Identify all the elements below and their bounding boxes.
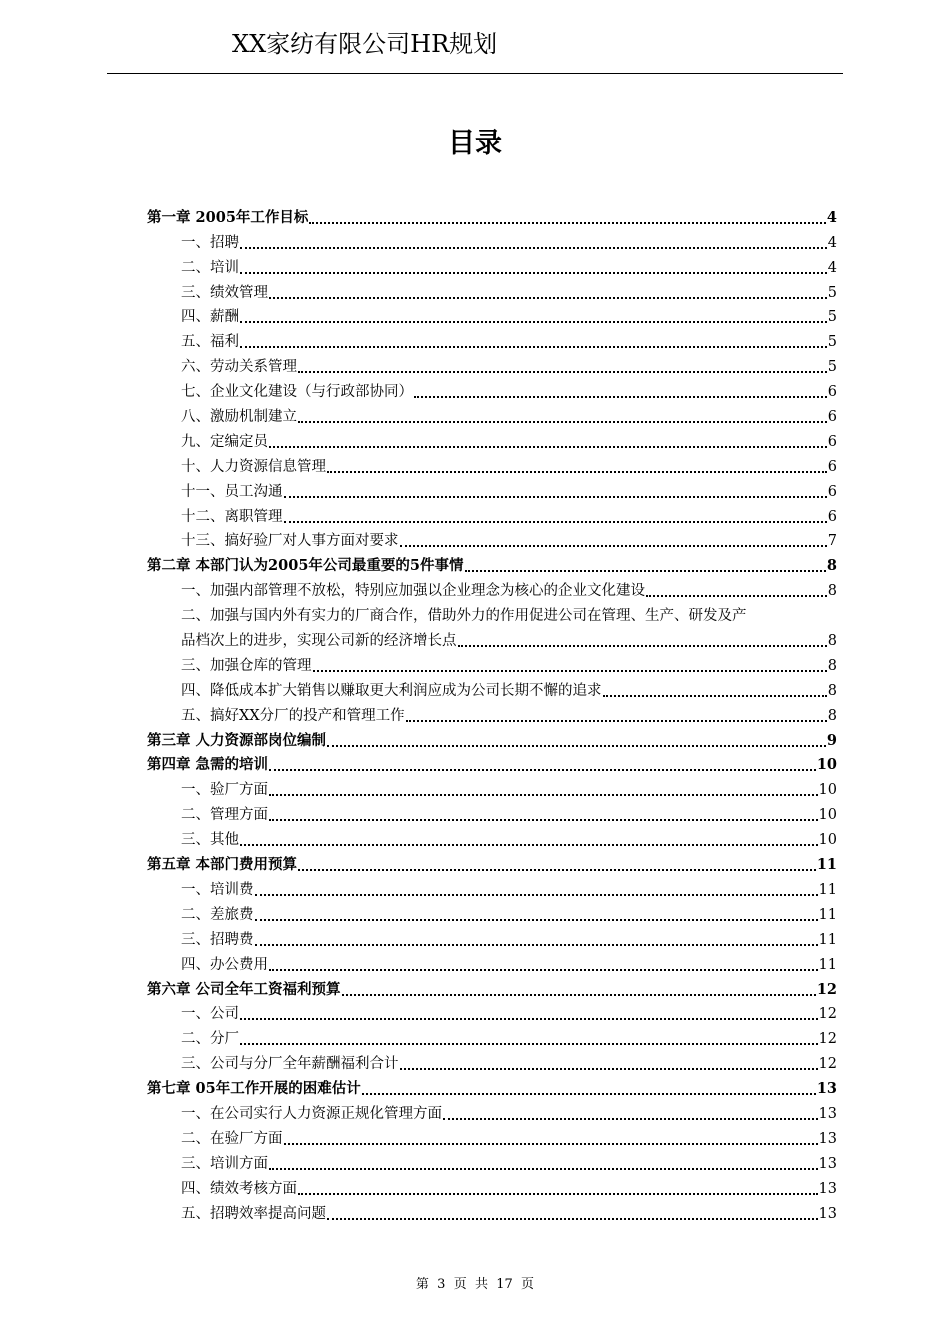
toc-entry-text: 十二、离职管理 [181, 508, 283, 525]
toc-page-number: 5 [827, 284, 837, 301]
toc-entry-text: 第五章 本部门费用预算 [147, 856, 298, 874]
toc-page-number: 8 [827, 657, 837, 674]
toc-dot-leader [240, 844, 818, 846]
toc-section-entry[interactable] [147, 1174, 837, 1199]
toc-entry-text: 十一、员工沟通 [181, 483, 283, 500]
toc-dot-leader [465, 570, 826, 572]
toc-entry-text: 四、办公费用 [181, 956, 268, 973]
toc-page-number: 13 [818, 1155, 837, 1172]
toc-page-number: 10 [818, 782, 837, 799]
toc-entry-text: 八、激励机制建立 [181, 409, 297, 426]
toc-page-number: 5 [827, 334, 837, 351]
toc-section-entry[interactable] [147, 278, 837, 303]
toc-section-entry[interactable] [147, 651, 837, 676]
toc-section-entry[interactable] [147, 775, 837, 800]
table-of-contents [147, 203, 837, 1224]
toc-entry-text: 六、劳动关系管理 [181, 359, 297, 376]
toc-entry-text: 五、福利 [181, 334, 239, 351]
toc-section-entry[interactable] [147, 502, 837, 527]
toc-entry-text: 二、分厂 [181, 1031, 239, 1048]
toc-section-entry[interactable] [147, 327, 837, 352]
toc-entry-text: 十、人力资源信息管理 [181, 458, 326, 475]
toc-entry-text: 二、差旅费 [181, 906, 254, 923]
toc-dot-leader [406, 720, 827, 722]
toc-entry-text: 品档次上的进步，实现公司新的经济增长点 [181, 633, 457, 650]
toc-dot-leader [269, 969, 818, 971]
toc-dot-leader [284, 521, 827, 523]
toc-page-number: 10 [816, 756, 837, 774]
toc-section-entry[interactable] [147, 1000, 837, 1025]
toc-dot-leader [269, 446, 827, 448]
toc-dot-leader [327, 1218, 818, 1220]
toc-page-number: 11 [818, 931, 837, 948]
toc-entry-text: 第三章 人力资源部岗位编制 [147, 731, 327, 749]
toc-entry-text: 第六章 公司全年工资福利预算 [147, 980, 341, 998]
toc-entry-text: 四、绩效考核方面 [181, 1180, 297, 1197]
toc-entry-text: 二、在验厂方面 [181, 1130, 283, 1147]
toc-section-entry[interactable] [147, 701, 837, 726]
toc-section-entry[interactable] [147, 402, 837, 427]
toc-heading: 目录 [448, 128, 502, 159]
toc-section-entry[interactable] [147, 253, 837, 278]
toc-page-number: 13 [818, 1205, 837, 1222]
toc-dot-leader [298, 1193, 818, 1195]
toc-entry-text: 三、公司与分厂全年薪酬福利合计 [181, 1056, 399, 1073]
toc-section-entry[interactable] [147, 1099, 837, 1124]
toc-page-number: 13 [816, 1080, 837, 1098]
toc-entry-text: 三、其他 [181, 832, 239, 849]
toc-page-number: 10 [818, 832, 837, 849]
toc-chapter-entry[interactable] [147, 1074, 837, 1099]
toc-page-number: 4 [826, 208, 837, 226]
toc-section-entry[interactable] [147, 875, 837, 900]
toc-section-entry[interactable] [147, 900, 837, 925]
toc-dot-leader [269, 794, 818, 796]
toc-entry-text: 第二章 本部门认为2005年公司最重要的5件事情 [147, 557, 464, 575]
toc-page-number: 4 [827, 234, 837, 251]
toc-dot-leader [240, 247, 827, 249]
toc-page-number: 8 [827, 707, 837, 724]
toc-dot-leader [342, 994, 816, 996]
toc-page-number: 6 [827, 384, 837, 401]
toc-dot-leader [414, 396, 827, 398]
toc-entry-text: 二、管理方面 [181, 807, 268, 824]
toc-entry-text: 四、薪酬 [181, 309, 239, 326]
toc-page-number: 8 [826, 557, 837, 575]
toc-page-number: 6 [827, 483, 837, 500]
toc-page-number: 6 [827, 458, 837, 475]
toc-section-entry[interactable] [147, 576, 837, 601]
toc-entry-text: 一、加强内部管理不放松，特别应加强以企业理念为核心的企业文化建设 [181, 583, 645, 600]
toc-page-number: 5 [827, 359, 837, 376]
toc-section-entry[interactable] [147, 1199, 837, 1224]
toc-page-number: 6 [827, 508, 837, 525]
toc-entry-text: 四、降低成本扩大销售以赚取更大利润应成为公司长期不懈的追求 [181, 682, 602, 699]
toc-chapter-entry[interactable] [147, 975, 837, 1000]
toc-section-entry[interactable] [147, 950, 837, 975]
toc-page-number: 13 [818, 1180, 837, 1197]
toc-entry-text: 一、培训费 [181, 881, 254, 898]
toc-section-entry[interactable] [147, 352, 837, 377]
toc-entry-text: 五、招聘效率提高问题 [181, 1205, 326, 1222]
toc-section-entry[interactable] [147, 1049, 837, 1074]
toc-section-entry[interactable] [147, 676, 837, 701]
toc-dot-leader [269, 1168, 818, 1170]
toc-dot-leader [240, 272, 827, 274]
toc-chapter-entry[interactable] [147, 203, 837, 228]
toc-entry-text: 五、搞好XX分厂的投产和管理工作 [181, 707, 405, 724]
toc-dot-leader [240, 346, 827, 348]
toc-entry-text: 二、培训 [181, 259, 239, 276]
toc-page-number: 8 [827, 682, 837, 699]
toc-page-number: 6 [827, 433, 837, 450]
header-divider [107, 73, 843, 74]
toc-page-number: 11 [818, 881, 837, 898]
toc-dot-leader [327, 471, 827, 473]
toc-dot-leader [400, 1068, 818, 1070]
toc-entry-text: 三、绩效管理 [181, 284, 268, 301]
toc-entry-text: 三、加强仓库的管理 [181, 657, 312, 674]
toc-page-number: 13 [818, 1105, 837, 1122]
toc-entry-text: 三、招聘费 [181, 931, 254, 948]
toc-section-entry[interactable] [147, 377, 837, 402]
toc-chapter-entry[interactable] [147, 850, 837, 875]
toc-chapter-entry[interactable] [147, 551, 837, 576]
toc-entry-text: 一、在公司实行人力资源正规化管理方面 [181, 1105, 442, 1122]
toc-section-entry[interactable] [147, 925, 837, 950]
toc-section-entry[interactable] [147, 477, 837, 502]
toc-dot-leader [269, 769, 816, 771]
toc-page-number: 8 [827, 583, 837, 600]
toc-entry-text: 十三、搞好验厂对人事方面对要求 [181, 533, 399, 550]
toc-dot-leader [269, 297, 827, 299]
toc-dot-leader [240, 321, 827, 323]
toc-section-entry[interactable] [147, 601, 837, 626]
toc-dot-leader [298, 371, 827, 373]
toc-dot-leader [400, 545, 827, 547]
toc-page-number: 11 [818, 906, 837, 923]
toc-page-number: 11 [816, 856, 837, 874]
toc-section-entry[interactable] [147, 452, 837, 477]
toc-section-entry[interactable] [147, 626, 837, 651]
toc-page-number: 12 [818, 1056, 837, 1073]
toc-entry-text: 三、培训方面 [181, 1155, 268, 1172]
toc-section-entry[interactable] [147, 303, 837, 328]
toc-entry-text: 一、验厂方面 [181, 782, 268, 799]
toc-page-number: 8 [827, 633, 837, 650]
toc-entry-text: 一、招聘 [181, 234, 239, 251]
toc-chapter-entry[interactable] [147, 751, 837, 776]
toc-section-entry[interactable] [147, 427, 837, 452]
toc-dot-leader [309, 222, 826, 224]
toc-dot-leader [240, 1018, 818, 1020]
toc-entry-text: 第一章 2005年工作目标 [147, 208, 309, 226]
toc-section-entry[interactable] [147, 228, 837, 253]
toc-entry-text: 七、企业文化建设（与行政部协同） [181, 384, 413, 401]
toc-page-number: 12 [818, 1031, 837, 1048]
toc-dot-leader [646, 595, 827, 597]
toc-page-number: 9 [826, 731, 837, 749]
toc-section-entry[interactable] [147, 800, 837, 825]
toc-page-number: 12 [816, 980, 837, 998]
toc-dot-leader [255, 944, 818, 946]
document-header-title: XX家纺有限公司HR规划 [232, 30, 498, 58]
toc-entry-text: 第四章 急需的培训 [147, 756, 269, 774]
toc-page-number: 6 [827, 409, 837, 426]
toc-dot-leader [255, 894, 818, 896]
toc-dot-leader [284, 1143, 818, 1145]
toc-page-number: 12 [818, 1006, 837, 1023]
toc-entry-text: 二、加强与国内外有实力的厂商合作，借助外力的作用促进公司在管理、生产、研发及产 [181, 608, 747, 625]
toc-dot-leader [284, 496, 827, 498]
toc-page-number: 11 [818, 956, 837, 973]
toc-section-entry[interactable] [147, 825, 837, 850]
toc-page-number: 7 [827, 533, 837, 550]
toc-dot-leader [269, 819, 818, 821]
toc-page-number: 5 [827, 309, 837, 326]
toc-entry-text: 第七章 05年工作开展的困难估计 [147, 1080, 361, 1098]
toc-dot-leader [458, 645, 827, 647]
toc-dot-leader [362, 1093, 816, 1095]
toc-entry-text: 九、定编定员 [181, 433, 268, 450]
toc-page-number: 10 [818, 807, 837, 824]
toc-dot-leader [443, 1118, 818, 1120]
toc-chapter-entry[interactable] [147, 726, 837, 751]
toc-dot-leader [298, 869, 816, 871]
toc-section-entry[interactable] [147, 1124, 837, 1149]
toc-dot-leader [255, 919, 818, 921]
page-footer: 第 3 页 共 17 页 [415, 1277, 535, 1292]
toc-section-entry[interactable] [147, 1024, 837, 1049]
toc-page-number: 4 [827, 259, 837, 276]
toc-dot-leader [298, 421, 827, 423]
toc-dot-leader [240, 1043, 818, 1045]
toc-section-entry[interactable] [147, 527, 837, 552]
toc-section-entry[interactable] [147, 1149, 837, 1174]
toc-dot-leader [603, 695, 827, 697]
toc-page-number: 13 [818, 1130, 837, 1147]
toc-dot-leader [327, 745, 826, 747]
toc-entry-text: 一、公司 [181, 1006, 239, 1023]
toc-dot-leader [313, 670, 827, 672]
